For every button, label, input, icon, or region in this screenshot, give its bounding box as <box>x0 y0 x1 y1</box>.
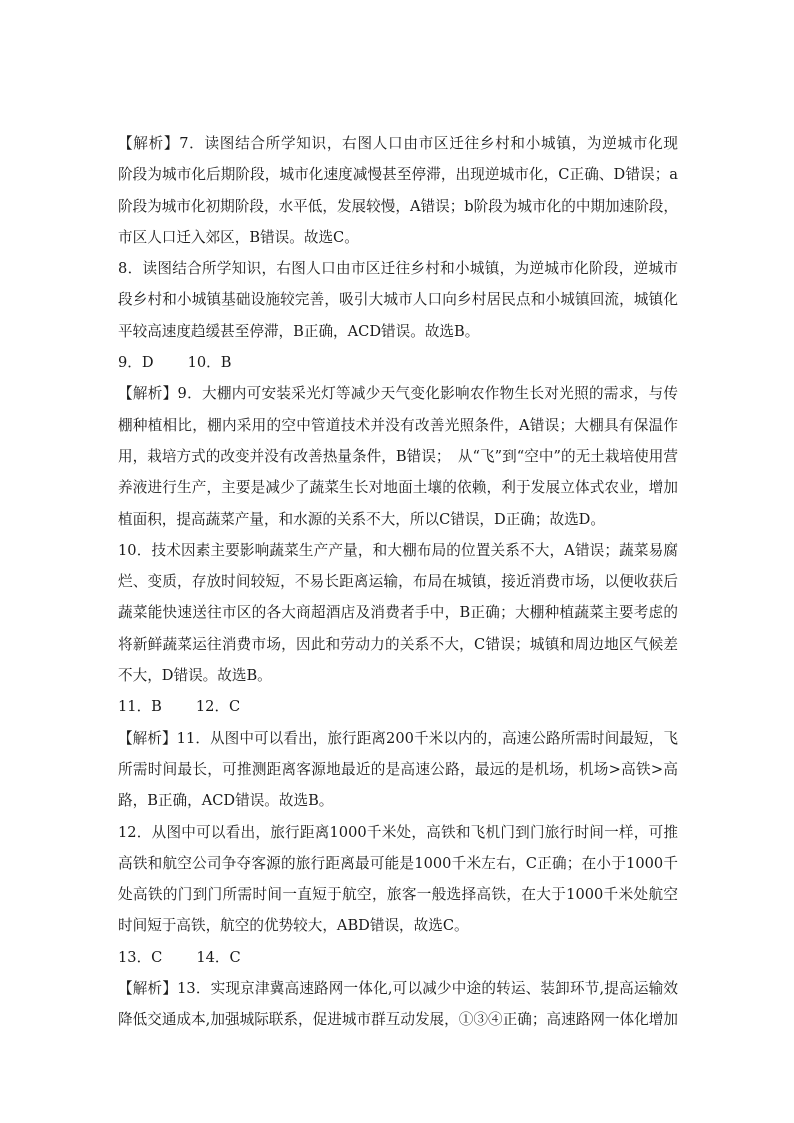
text-line: 12．从图中可以看出，旅行距离1000千米处，高铁和飞机门到门旅行时间一样，可推 <box>118 823 678 841</box>
text-line: 【解析】9．大棚内可安装采光灯等减少天气变化影响农作物生长对光照的需求，与传 <box>118 385 678 403</box>
answer-key: 10．B <box>187 354 232 372</box>
text-line: 用，栽培方式的改变并没有改善热量条件，B错误； 从“飞”到“空中”的无土栽培使用营 <box>118 447 678 465</box>
text-line: 棚种植相比，棚内采用的空中管道技术并没有改善光照条件，A错误；大棚具有保温作 <box>118 416 678 434</box>
text-line: 将新鲜蔬菜运往消费市场，因此和劳动力的关系不大，C错误；城镇和周边地区气候差 <box>118 635 678 653</box>
text-line: 阶段为城市化初期阶段，水平低，发展较慢，A错误；b阶段为城市化的中期加速阶段， <box>118 197 678 215</box>
text-line: 时间短于高铁，航空的优势较大，ABD错误，故选C。 <box>118 917 469 935</box>
answer-line <box>118 942 678 973</box>
text-line: 高铁和航空公司争夺客源的旅行距离最可能是1000千米左右，C正确；在小于1000千 <box>118 854 678 872</box>
text-line: 【解析】7．读图结合所学知识，右图人口由市区迁往乡村和小城镇，为逆城市化现 <box>118 135 678 152</box>
text-line: 植面积，提高蔬菜产量，和水源的关系不大，所以C错误，D正确；故选D。 <box>118 510 605 528</box>
text-line: 阶段为城市化后期阶段，城市化速度减慢甚至停滞，出现逆城市化，C正确、D错误；a <box>118 166 678 184</box>
text-line: 市区人口迁入郊区，B错误。故选C。 <box>118 228 359 246</box>
answer-line <box>118 691 678 722</box>
text-line: 8．读图结合所学知识，右图人口由市区迁往乡村和小城镇，为逆城市化阶段，逆城市 <box>118 260 678 278</box>
text-line: 养液进行生产，主要是减少了蔬菜生长对地面土壤的依赖，利于发展立体式农业，增加 <box>118 479 678 497</box>
answer-line <box>118 347 678 378</box>
text-line: 不大，D错误。故选B。 <box>118 667 272 685</box>
text-line: 降低交通成本,加强城际联系，促进城市群互动发展，①③④正确；高速路网一体化增加 <box>118 1011 678 1029</box>
answer-key: 12．C <box>195 698 241 716</box>
text-line: 所需时间最长，可推测距离客源地最近的是高速公路，最远的是机场，机场>高铁>高 <box>118 760 678 778</box>
text-line: 【解析】13．实现京津冀高速路网一体化,可以减少中途的转运、装卸环节,提高运输效 <box>118 980 678 998</box>
text-line: 【解析】11．从图中可以看出，旅行距离200千米以内的，高速公路所需时间最短，飞 <box>118 729 678 747</box>
text-line: 10．技术因素主要影响蔬菜生产产量，和大棚布局的位置关系不大，A错误；蔬菜易腐 <box>118 541 678 559</box>
answer-explanation-text <box>118 128 678 1036</box>
answer-key: 14．C <box>196 948 241 966</box>
answer-key: 9．D <box>118 354 154 372</box>
text-line: 路，B正确，ACD错误。故选B。 <box>118 792 334 810</box>
text-line: 烂、变质，存放时间较短，不易长距离运输，布局在城镇，接近消费市场，以便收获后 <box>118 573 678 591</box>
text-line: 蔬菜能快速送往市区的各大商超酒店及消费者手中，B正确；大棚种植蔬菜主要考虑的 <box>118 604 678 622</box>
text-line: 段乡村和小城镇基础设施较完善，吸引大城市人口向乡村居民点和小城镇回流，城镇化 <box>118 291 678 309</box>
answer-key: 13．C <box>118 948 163 966</box>
text-line: 处高铁的门到门所需时间一直短于航空，旅客一般选择高铁，在大于1000千米处航空 <box>118 886 678 904</box>
text-line: 平较高速度趋缓甚至停滞，B正确，ACD错误。故选B。 <box>118 322 480 340</box>
answer-key: 11．B <box>118 698 162 716</box>
